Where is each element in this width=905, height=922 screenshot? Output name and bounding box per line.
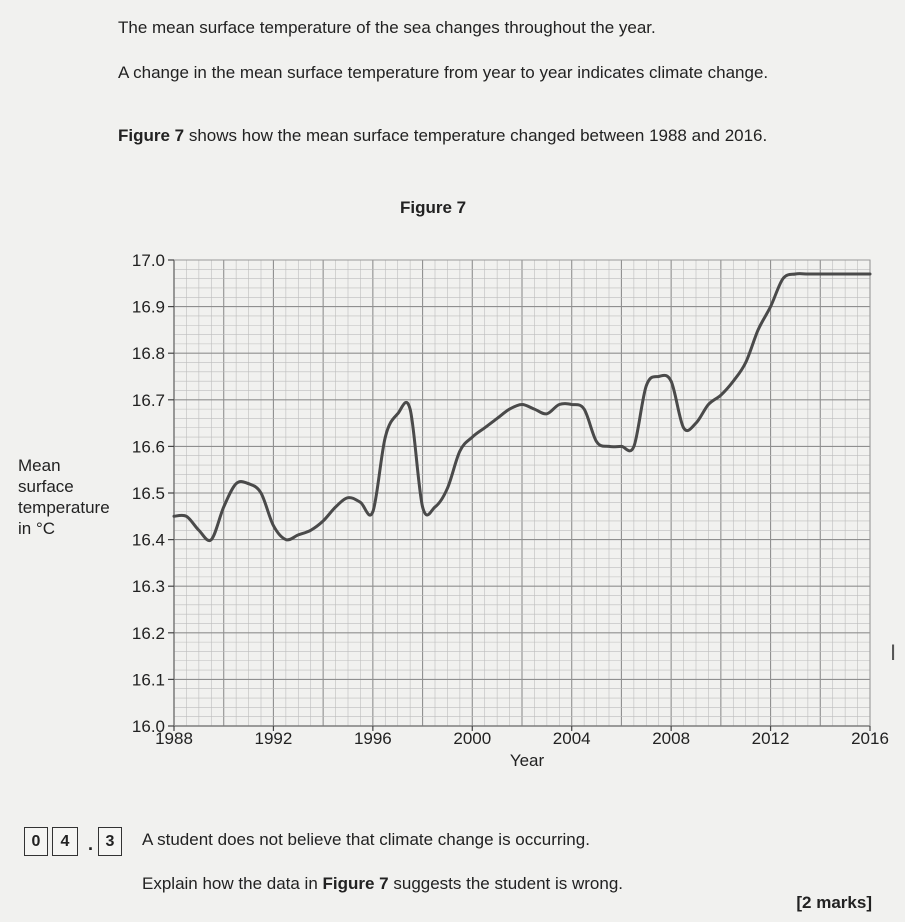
- y-tick-label: 16.5: [131, 484, 165, 503]
- y-tick-label: 16.1: [131, 670, 165, 690]
- intro-paragraph-2: A change in the mean surface temperature from year to year indicates climate change.: [118, 63, 769, 82]
- intro-paragraph-1: The mean surface temperature of the sea changes throughout the year.: [118, 18, 656, 37]
- y-tick-label: 16.3: [131, 577, 165, 597]
- y-tick-label: 16.6: [131, 437, 165, 457]
- y-axis-label-line: temperature: [18, 498, 110, 517]
- y-axis-label-line: in °C: [18, 519, 56, 538]
- y-tick-label: 16.4: [131, 530, 165, 550]
- x-tick-label: 2004: [552, 729, 591, 748]
- x-tick-label: 2000: [453, 729, 492, 748]
- question-instruction-pre: Explain how the data in: [142, 874, 323, 893]
- y-tick-label: 17.0: [131, 251, 165, 270]
- x-axis-label: Year: [509, 751, 545, 770]
- y-tick-label: 16.2: [131, 623, 165, 643]
- y-tick-label: 16.8: [131, 344, 165, 364]
- question-number-dot: .: [88, 834, 94, 854]
- y-tick-label: 16.9: [131, 297, 165, 317]
- chart-ticks: [132, 251, 889, 748]
- x-tick-label: 1992: [254, 729, 293, 748]
- question-number-box-3: 3: [98, 827, 122, 856]
- question-instruction-post: suggests the student is wrong.: [388, 874, 623, 893]
- x-tick-label: 2012: [751, 729, 790, 748]
- question-figure-reference: Figure 7: [322, 874, 389, 893]
- question-text: A student does not believe that climate change is occurring.: [142, 830, 590, 849]
- chart-grid: [174, 260, 870, 726]
- x-tick-label: 2016: [851, 729, 889, 748]
- y-tick-label: 16.7: [131, 390, 165, 410]
- x-tick-label: 1996: [353, 729, 392, 748]
- marks-label: [2 marks]: [796, 893, 872, 912]
- y-axis-label-line: surface: [18, 477, 74, 496]
- question-instruction: [142, 874, 623, 894]
- x-tick-label: 1988: [155, 729, 193, 748]
- y-axis-label-line: Mean: [18, 456, 61, 475]
- text-cursor-icon: I: [890, 640, 897, 665]
- y-tick-label: 16.0: [131, 717, 165, 736]
- figure-reference: Figure 7: [118, 126, 185, 145]
- figure-title: Figure 7: [400, 198, 467, 217]
- x-tick-label: 2008: [652, 729, 691, 748]
- question-number-box-2: 4: [52, 827, 78, 856]
- intro-paragraph-3-text: shows how the mean surface temperature changed between 1988 and 2016.: [184, 126, 768, 145]
- question-number-box-1: 0: [24, 827, 48, 856]
